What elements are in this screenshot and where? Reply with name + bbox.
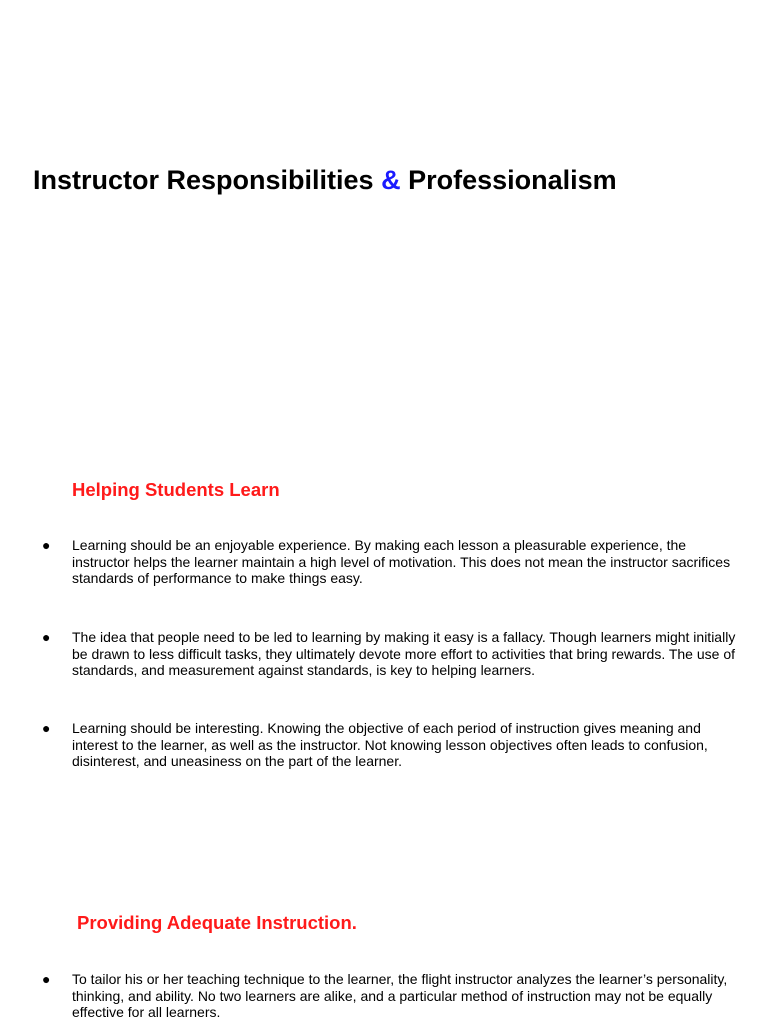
list-item-text: Learning should be interesting. Knowing the objective of each period of instruction gives meaning and interest to the learner, as well as the instructor. Not knowing lesson objectives often leads to confusion, disinterest, and uneasiness on the part of the learner. [72, 720, 708, 769]
bullet-icon: ● [42, 537, 51, 553]
section-heading-helping-students-learn: Helping Students Learn [72, 479, 280, 500]
list-item-text: Learning should be an enjoyable experience. By making each lesson a pleasurable experience, the instructor helps the learner maintain a high level of motivation. This does not mean the instructor sacrifices standards of performance to make things easy. [72, 537, 731, 586]
bullet-icon: ● [42, 629, 51, 645]
title-part-2: Professionalism [400, 165, 617, 195]
title-ampersand: & [381, 165, 401, 195]
list-item-text: To tailor his or her teaching technique to the learner, the flight instructor analyzes the learner’s personality, thinking, and ability. No two learners are alike, and a particular method of instruction may not be equally effective for all learners. [72, 971, 728, 1020]
list-item [42, 971, 742, 1021]
bullet-icon: ● [42, 720, 51, 736]
bullet-icon: ● [42, 971, 51, 987]
list-item-text: The idea that people need to be led to learning by making it easy is a fallacy. Though learners might initially be drawn to less difficult tasks, they ultimately devote more effort to activities that bring rewards. The use of standards, and measurement against standards, is key to helping learners. [72, 629, 736, 678]
list-item [42, 537, 742, 587]
section-heading-providing-adequate-instruction: Providing Adequate Instruction. [77, 912, 357, 933]
title-part-1: Instructor Responsibilities [33, 165, 382, 195]
page-title [33, 162, 617, 198]
list-item [42, 720, 742, 770]
list-item [42, 629, 742, 679]
